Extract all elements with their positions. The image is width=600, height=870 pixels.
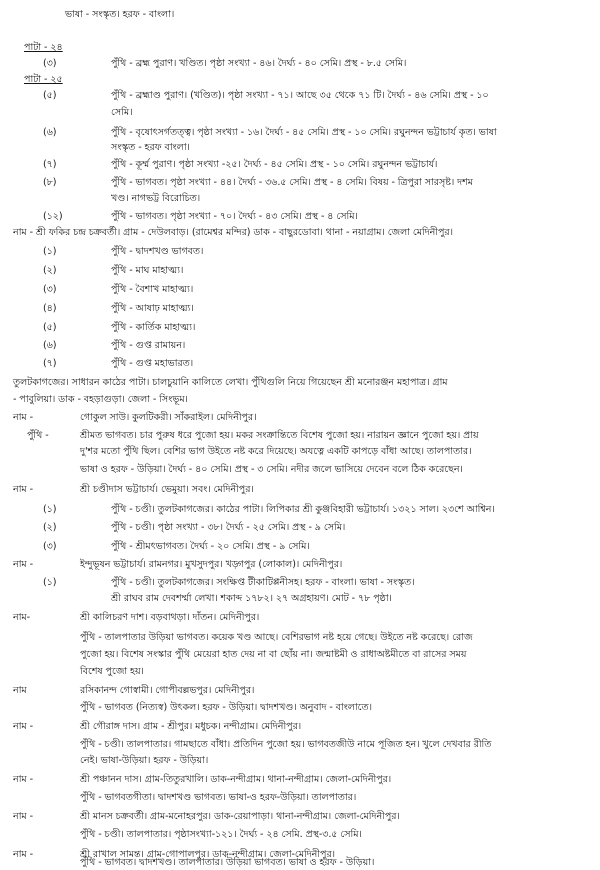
section-heading: পাটা - ২৫ <box>24 74 63 85</box>
section-heading: পাটা - ২৪ <box>24 42 63 53</box>
text-line: ইন্দুভূষন ভট্টাচার্য। রামনগর। মুখসুদপুর। খড়্গপুর (লোকাল)। মেদিনীপুর। <box>80 559 343 570</box>
text-line: শ্রী গৌরাঙ্গ দাস। গ্রাম - শ্রীপুর। মধুচক। নন্দীগ্রাম। মেদিনীপুর। <box>80 721 302 732</box>
entry-label: নাম - <box>13 559 33 570</box>
entry-label: নাম - <box>13 721 33 732</box>
item-number: (১) <box>43 577 57 588</box>
item-number: (৫) <box>43 322 57 333</box>
item-number: (৬) <box>43 340 57 351</box>
entry-label: নাম- <box>13 612 30 623</box>
text-line: পুঁথি - ভাগবত। পৃষ্ঠা সংখ্যা - ৪৪। দৈর্ঘ্য - ৩৬.৫ সেমি। প্রস্থ - ৪ সেমি। বিষয় - ত্রিপুরা সারসৃষ্ট। দশম <box>111 177 473 188</box>
entry-label: নাম - <box>13 484 33 495</box>
item-number: (৭) <box>43 159 57 170</box>
item-number: (৪) <box>43 303 57 314</box>
text-line: পুজো হয়। বিশেষ সংস্কার পুঁথি মেয়েরা হাত দেয় না বা ছোঁয় না। জন্মাষ্টমী ও রাধাঅষ্টমীতে বা রাসের সময় <box>80 649 467 660</box>
item-number: (২) <box>43 265 57 276</box>
text-line: পুঁথি - বৈশাখ মাহাত্ম্য। <box>111 284 194 295</box>
text-line: পুঁথি - দ্বাদশখণ্ড ভাগবত। <box>111 246 204 257</box>
text-line: শ্রী মানস চক্রবর্তী। গ্রাম-মনোহরপুর। ডাক-রেয়াপাড়া। থানা-নন্দীগ্রাম। জেলা-মেদিনীপুর। <box>80 811 400 822</box>
text-line: পুঁথি - তালপাতার উড়িয়া ভাগবত। কয়েক খণ্ড আছে। বেশিরভাগ নষ্ট হয়ে গেছে। উইতে নষ্ট করেছে। রোজ <box>80 632 473 643</box>
text-line: শ্রী রাঘব রাম দেবশর্ম্মা লেখা। শকাব্দ ১৭৮২। ২৭ অগ্রহায়ণ। মোট - ৭৮ পৃষ্ঠা। <box>111 593 392 604</box>
item-number: (৮) <box>43 177 57 188</box>
text-line: তুলটকাগজের। সাধারন কাঠের পাটা। চালচুয়ানি কালিতে লেখা। পুঁথিগুলি নিয়ে গিয়েছেন শ্রী মনোরঞ্জন মহাপাত্র। গ্রাম <box>13 377 448 388</box>
text-line: পুঁথি - চণ্ডী। তালপাতার। গামছাতে বাঁধা। প্রতিদিন পুজো হয়। ভাগবতজীউ নামে পূজিত হন। খুলে দেখবার রীতি <box>80 739 492 750</box>
text-line: শ্রী কালিচরণ দাশ। বড়বাথড়া। দাঁতন। মেদিনীপুর। <box>80 612 260 623</box>
text-line: পুঁথি - চণ্ডী। তুলটকাগজের। সংক্ষিপ্ত টীকাটিপ্পনীসহ। হরফ - বাংলা। ভাষা - সংস্কৃত। <box>111 577 415 588</box>
text-line: পুঁথি - শ্রীমৎভাগবত। দৈর্ঘ্য - ২০ সেমি। প্রস্থ - ৯ সেমি। <box>111 541 310 552</box>
item-number: (৩) <box>43 541 57 552</box>
entry-label: নাম - <box>13 849 33 860</box>
entry-label: পুঁথি - <box>27 430 49 441</box>
entry-label: নাম - <box>13 774 33 785</box>
text-line: পুঁথি - ব্রহ্মাণ্ড পুরাণ। (খণ্ডিত)। পৃষ্ঠা সংখ্যা - ৭১। আছে ৩৫ থেকে ৭১ টি। দৈর্ঘ্য - ৪৬ সেমি। প্রস্থ - ১০ <box>111 90 489 101</box>
text-line: ভাষা - সংস্কৃত। হরফ - বাংলা। <box>65 9 175 20</box>
text-line: শ্রী রাখাল সামন্ত। গ্রাম-গোপালপুর। ডাক-নন্দীগ্রাম। জেলা-মেদিনীপুর। <box>80 849 335 860</box>
text-line: গোকুল সাউ। কুলটিকরী। সাঁকরাইল। মেদিনীপুর। <box>80 412 257 423</box>
text-line: পুঁথি - ভাগবত (নিত্যস্ব) উৎকল। হরফ - উড়িয়া। দ্বাদশখণ্ড। অনুবাদ - বাংলাতে। <box>80 702 372 713</box>
text-line: পুঁথি - গুপ্ত রামায়ন। <box>111 340 186 351</box>
text-line: পুঁথি - চণ্ডী। তালপাতার। পৃষ্ঠাসংখ্যা-১২১। দৈর্ঘ্য - ২৪ সেমি. প্রস্থ-৩.৫ সেমি। <box>80 829 362 840</box>
item-number: (৫) <box>43 90 57 101</box>
text-line: দু'শর মতো পুঁথি ছিল। বেশির ভাগ উইতে নষ্ট করে দিয়েছে। অযত্নে একটি কাপড়ে বাঁধা আছে। তালপাতার। <box>80 446 472 457</box>
item-number: (৬) <box>43 127 57 138</box>
entry-label: নাম - <box>13 811 33 822</box>
text-line: শ্রীমত ভাগবত। চার পুরুষ ধরে পুজো হয়। মকর সংক্রান্তিতে বিশেষ পুজো হয়। নারায়ন জ্ঞানে পুজো হয়। প্রায় <box>80 430 479 441</box>
text-line: পুঁথি - মাঘ মাহাত্ম্য। <box>111 265 184 276</box>
text-line: পুঁথি - কার্তিক মাহাত্ম্য। <box>111 322 196 333</box>
text-line: পুঁথি - ভাগবত। পৃষ্ঠা সংখ্যা - ৭০। দৈর্ঘ্য - ৪৩ সেমি। প্রস্থ - ৪ সেমি। <box>111 211 358 222</box>
text-line: সংস্কৃত - হরফ বাংলা। <box>111 142 190 153</box>
item-number: (১২) <box>43 211 63 222</box>
text-line: রসিকানন্দ গোস্বামী। গোপীবল্লভপুর। মেদিনীপুর। <box>80 685 255 696</box>
text-line: পুঁথি - বৃষোৎসর্গতত্ত্ব। পৃষ্ঠা সংখ্যা - ১৬। দৈর্ঘ্য - ৪৫ সেমি। প্রস্থ - ১০ সেমি। রঘুনন্দন ভট্টাচার্য কৃত। ভাষা <box>111 127 497 138</box>
item-number: (১) <box>43 504 57 515</box>
text-line: পুঁথি - ভাগবত। দ্বাদশখণ্ড। তালপাতার। উড়িয়া ভাগবত। ভাষা ও হরফ - উড়িয়া। <box>80 857 375 868</box>
text-line: পুঁথি - ভাগবতগীতা। দ্বাদশখণ্ড ভাগবত। ভাষা-ও হরফ-উড়িয়া। তালপাতার। <box>80 792 357 803</box>
entry-label: নাম <box>13 685 27 696</box>
text-line: পুঁথি - গুপ্ত মহাভারত। <box>111 358 194 369</box>
text-line: বিশেষ পুজো হয়। <box>80 666 144 677</box>
text-line: সেমি। <box>111 107 133 118</box>
text-line: ভাষা ও হরফ - উড়িয়া। দৈর্ঘ্য - ৪০ সেমি। প্রস্থ - ৩ সেমি। নদীর জলে ভাসিয়ে দেবেন বলে ঠিক করেছেন। <box>80 464 463 475</box>
text-line: পুঁথি - কূর্ম্ম পুরাণ। পৃষ্ঠা সংখ্যা -২৫। দৈর্ঘ্য - ৪৫ সেমি। প্রস্থ - ১০ সেমি। রঘুনন্দন ভট্টাচার্য। <box>111 159 438 170</box>
item-number: (৩) <box>43 284 57 295</box>
text-line: পুঁথি - চণ্ডী। তুলটকাগজের। কাঠের পাটা। লিপিকার শ্রী কুঞ্জবিহারী ভট্টাচার্য। ১৩২১ সাল। ২৩শে আশ্বিন। <box>111 504 495 515</box>
item-number: (১) <box>43 246 57 257</box>
text-line: পুঁথি - ব্রহ্ম পুরাণ। খণ্ডিত। পৃষ্ঠা সংখ্যা - ৪৬। দৈর্ঘ্য - ৪০ সেমি। প্রস্থ - ৮.৫ সেমি। <box>111 58 407 69</box>
text-line: পুঁথি - চণ্ডী। পৃষ্ঠা সংখ্যা - ৩৮। দৈর্ঘ্য - ২৫ সেমি। প্রস্থ - ৯ সেমি। <box>111 522 346 533</box>
text-line: শ্রী চণ্ডীদাস ভট্টাচার্য। ভেমুয়া। সবং। মেদিনীপুর। <box>80 484 254 495</box>
text-line: খণ্ড। নাগভট্ট বিরোচিত। <box>111 193 201 204</box>
entry-label: নাম - <box>13 412 33 423</box>
text-line: - পাবুলিয়া। ডাক - বহড়াগুড়া। জেলা - সিংভূম। <box>13 394 188 405</box>
item-number: (২) <box>43 522 57 533</box>
item-number: (৭) <box>43 358 57 369</box>
text-line: নাম - শ্রী ফকির চন্দ্র চক্রবর্তী। গ্রাম - দেউলবাড়। (রামেশ্বর মন্দির) ডাক - বাছুরডোবা। থানা - নয়াগ্রাম। জেলা মেদিনীপুর। <box>13 227 453 238</box>
text-line: শ্রী পঞ্চানন দাস। গ্রাম-তিতুরখালি। ডাক-নন্দীগ্রাম। থানা-নন্দীগ্রাম। জেলা-মেদিনীপুর। <box>80 774 392 785</box>
text-line: নেই। ভাষা-উড়িয়া। হরফ - উড়িয়া। <box>80 755 209 766</box>
item-number: (৩) <box>43 58 57 69</box>
text-line: পুঁথি - আষাঢ় মাহাত্ম্য। <box>111 303 194 314</box>
